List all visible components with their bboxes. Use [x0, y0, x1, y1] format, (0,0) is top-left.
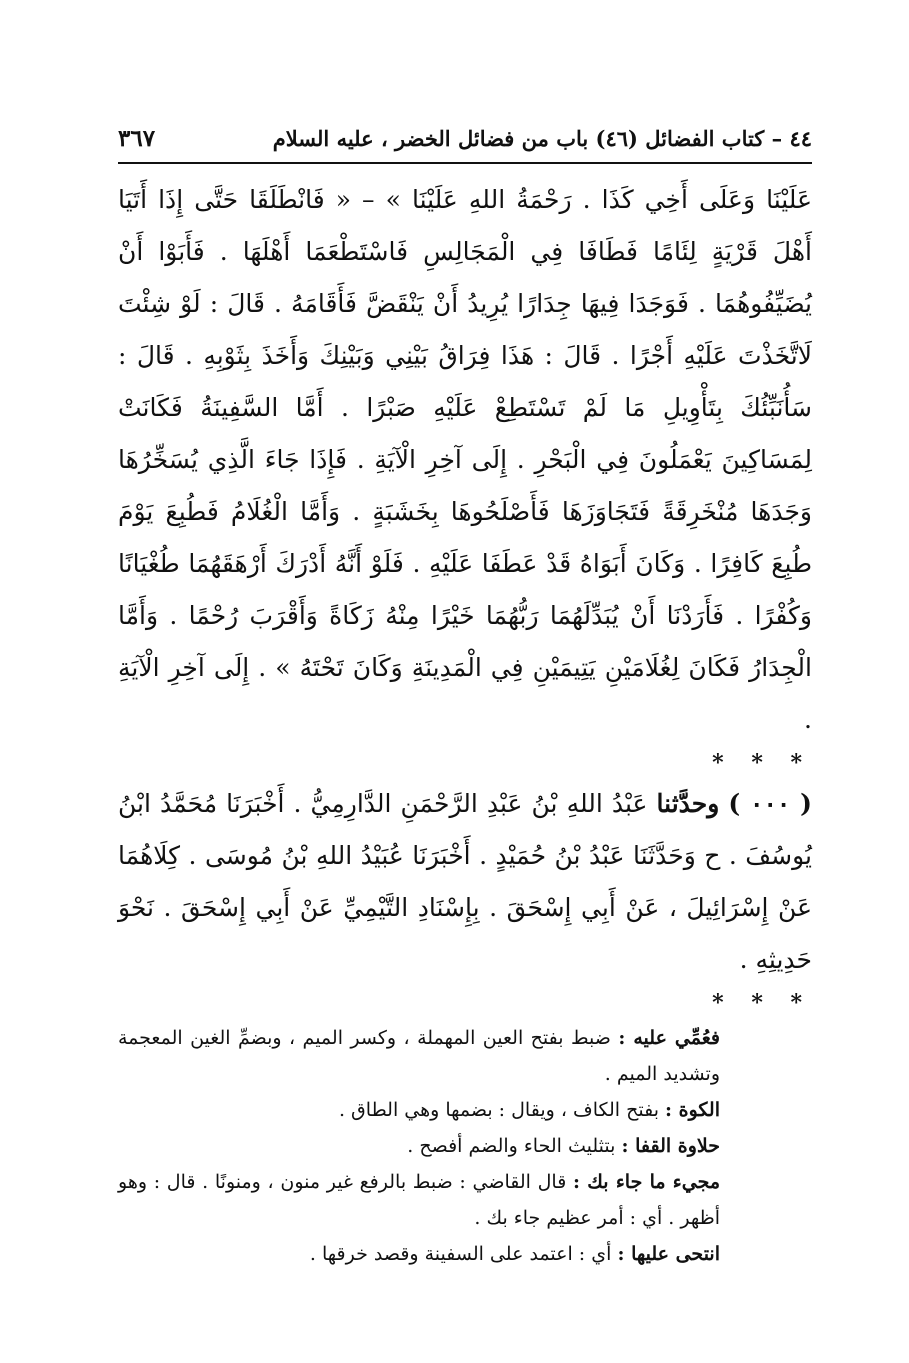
- footnote-text: قال القاضي : ضبط بالرفع غير منون ، ومنونًا . قال : وهو أظهر . أي : أمر عظيم جاء بك .: [118, 1171, 720, 1229]
- footnote-item: [118, 1236, 812, 1272]
- narration-opening: وحدَّثنا: [656, 789, 720, 818]
- footnote-term: فعُمِّي عليه :: [618, 1027, 720, 1049]
- footnote-text: بتثليث الحاء والضم أفصح .: [407, 1135, 616, 1157]
- footnote-item: [118, 1128, 812, 1164]
- footnote-text: ضبط بفتح العين المهملة ، وكسر الميم ، وبضمِّ الغين المعجمة وتشديد الميم .: [118, 1027, 720, 1085]
- footnote-term: انتحى عليها :: [617, 1243, 720, 1265]
- footnote-term: الكوة :: [665, 1099, 720, 1121]
- running-header: [118, 118, 812, 160]
- header-rule: [118, 162, 812, 164]
- footnote-term: حلاوة القفا :: [621, 1135, 720, 1157]
- footnote-term: مجيء ما جاء بك :: [573, 1171, 721, 1193]
- hadith-number: ( ٠٠٠ ): [728, 789, 812, 818]
- hadith-chain-text: عَبْدُ اللهِ بْنُ عَبْدِ الرَّحْمَنِ الدَّارِمِيُّ . أَخْبَرَنَا مُحَمَّدُ ابْنُ يُوسُفَ . ح وَحَدَّثَنَا عَبْدُ بْنُ حُمَيْدٍ . أَخْبَرَنَا عُبَيْدُ اللهِ بْنُ مُوسَى . كِلَاهُمَا عَنْ إِسْرَائِيلَ ، عَنْ أَبِي إِسْحَقَ . بِإِسْنَادِ التَّيْمِيِّ عَنْ أَبِي إِسْحَقَ . نَحْوَ حَدِيثِهِ .: [118, 789, 812, 974]
- footnotes: [118, 1020, 812, 1272]
- main-text: [118, 174, 812, 1016]
- section-separator: * * *: [712, 750, 812, 776]
- chapter-title: ٤٤ – كتاب الفضائل (٤٦) باب من فضائل الخضر ، عليه السلام: [272, 126, 812, 151]
- footnote-item: [118, 1020, 812, 1092]
- hadith-chain: [118, 778, 812, 986]
- footnote-text: أي : اعتمد على السفينة وقصد خرقها .: [309, 1243, 612, 1265]
- section-separator-2: * * *: [712, 990, 812, 1016]
- footnote-item: [118, 1164, 812, 1236]
- footnote-item: [118, 1092, 812, 1128]
- page-number: ٣٦٧: [118, 125, 156, 152]
- hadith-passage: عَلَيْنَا وَعَلَى أَخِي كَذَا . رَحْمَةُ اللهِ عَلَيْنَا » – « فَانْطَلَقَا حَتَّى إِذَا أَتَيَا أَهْلَ قَرْيَةٍ لِئَامًا فَطَافَا فِي الْمَجَالِسِ فَاسْتَطْعَمَا أَهْلَهَا . فَأَبَوْا أَنْ يُضَيِّفُوهُمَا . فَوَجَدَا فِيهَا جِدَارًا يُرِيدُ أَنْ يَنْقَضَّ فَأَقَامَهُ . قَالَ : لَوْ شِئْتَ لَاتَّخَذْتَ عَلَيْهِ أَجْرًا . قَالَ : هَذَا فِرَاقُ بَيْنِي وَبَيْنِكَ وَأَخَذَ بِثَوْبِهِ . قَالَ : سَأُنَبِّئُكَ بِتَأْوِيلِ مَا لَمْ تَسْتَطِعْ عَلَيْهِ صَبْرًا . أَمَّا السَّفِينَةُ فَكَانَتْ لِمَسَاكِينَ يَعْمَلُونَ فِي الْبَحْرِ . إِلَى آخِرِ الْآيَةِ . فَإِذَا جَاءَ الَّذِي يُسَخِّرُهَا وَجَدَهَا مُنْخَرِقَةً فَتَجَاوَزَهَا فَأَصْلَحُوهَا بِخَشَبَةٍ . وَأَمَّا الْغُلَامُ فَطُبِعَ يَوْمَ طُبِعَ كَافِرًا . وَكَانَ أَبَوَاهُ قَدْ عَطَفَا عَلَيْهِ . فَلَوْ أَنَّهُ أَدْرَكَ أَرْهَقَهُمَا طُغْيَانًا وَكُفْرًا . فَأَرَدْنَا أَنْ يُبَدِّلَهُمَا رَبُّهُمَا خَيْرًا مِنْهُ زَكَاةً وَأَقْرَبَ رُحْمًا . وَأَمَّا الْجِدَارُ فَكَانَ لِغُلَامَيْنِ يَتِيمَيْنِ فِي الْمَدِينَةِ وَكَانَ تَحْتَهُ » . إِلَى آخِرِ الْآيَةِ .: [118, 185, 812, 734]
- book-page: [118, 118, 812, 1272]
- footnote-text: بفتح الكاف ، ويقال : بضمها وهي الطاق .: [338, 1099, 659, 1121]
